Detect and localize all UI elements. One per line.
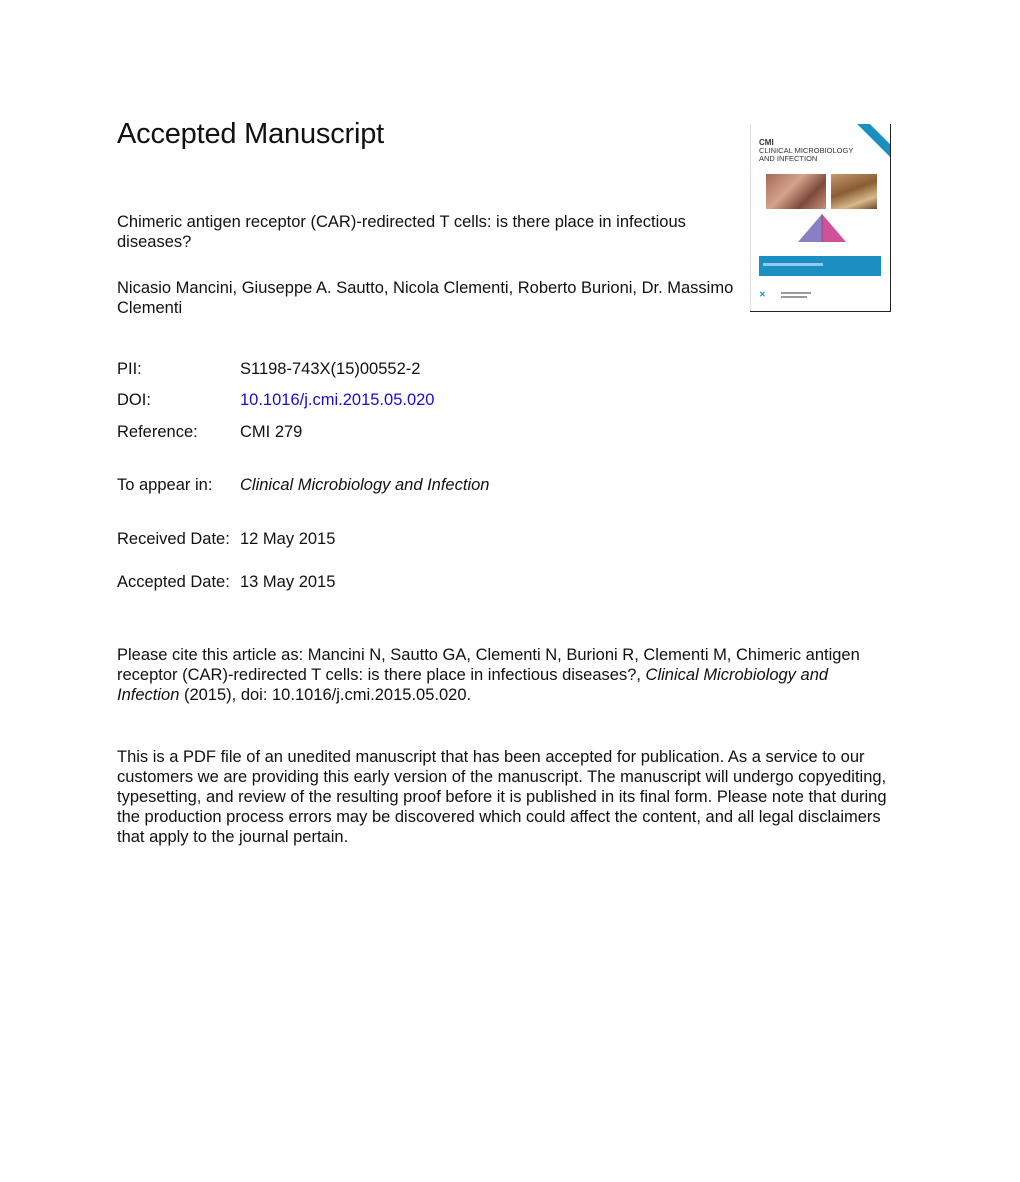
reference-label: Reference: [117,423,198,441]
accepted-label: Accepted Date: [117,573,230,591]
citation-paragraph [117,645,887,705]
citation-journal: Clinical Microbiology and Infection [117,666,829,704]
appear-label: To appear in: [117,476,213,494]
cover-journal-name: CLINICAL MICROBIOLOGY AND INFECTION [759,146,854,163]
doi-link[interactable]: 10.1016/j.cmi.2015.05.020 [240,391,435,409]
received-value: 12 May 2015 [240,530,336,548]
cover-pyramid-graphic [796,212,848,246]
received-label: Received Date: [117,530,230,548]
cover-logo-line [781,292,811,294]
cover-publisher-logo-icon: ✕ [759,290,766,299]
citation-suffix: (2015), doi: 10.1016/j.cmi.2015.05.020. [179,686,472,704]
accepted-value: 13 May 2015 [240,573,336,591]
pii-label: PII: [117,360,142,378]
manuscript-notice: This is a PDF file of an unedited manuscript that has been accepted for publication. As a service to our customers we are providing this early version of the manuscript. The manuscript will undergo copyediting, typesetting, and review of the resulting proof before it is published in its final form. Please note that during the production process errors may be discovered which could affect the content, and all legal disclaimers that apply to the journal pertain. [117,748,887,846]
doi-label: DOI: [117,391,151,409]
appear-value: Clinical Microbiology and Infection [240,476,490,494]
article-authors: Nicasio Mancini, Giuseppe A. Sautto, Nicola Clementi, Roberto Burioni, Dr. Massimo Clementi [117,279,734,317]
cover-blue-band [759,256,881,276]
cover-frame [750,124,891,311]
cover-photo-left [766,174,826,209]
article-title: Chimeric antigen receptor (CAR)-redirected T cells: is there place in infectious diseases? [117,213,686,251]
pii-value: S1198-743X(15)00552-2 [240,360,421,378]
cover-band-text [763,263,823,266]
reference-value: CMI 279 [240,423,303,441]
page-heading: Accepted Manuscript [117,118,384,150]
citation-prefix: Please cite this article as: Mancini N, Sautto GA, Clementi N, Burioni R, Clementi M, Chimeric antigen receptor (CAR)-redirected T cells: is there place in infectious diseases?, [117,646,860,684]
cover-photo-right [831,174,877,209]
journal-cover-image [750,124,891,312]
cover-logo-line-2 [781,296,807,298]
cover-journal-abbr: CMI [759,138,774,147]
